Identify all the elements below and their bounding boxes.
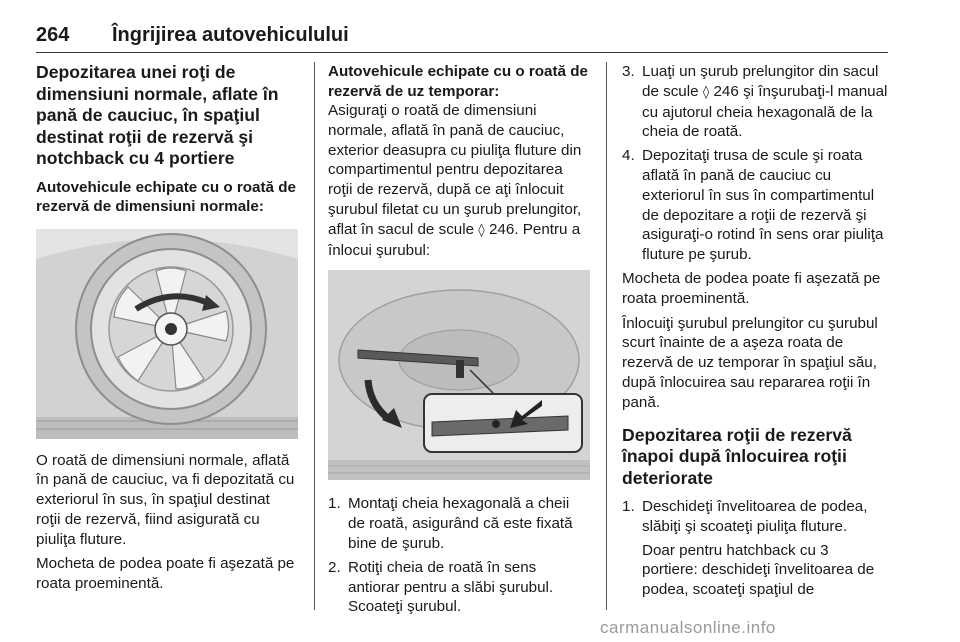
section-heading: Depozitarea roţii de rezervă înapoi după înlocuirea roţii deteriorate bbox=[622, 424, 852, 488]
column-divider bbox=[606, 62, 607, 610]
list-item bbox=[622, 146, 888, 265]
paragraph: Mocheta de podea poate fi aşezată pe roata proeminentă. bbox=[36, 555, 295, 593]
list-text: şi înşurubaţi-l manual cu ajutorul cheia hexagonală de la cheia de roată. bbox=[642, 82, 888, 141]
list-text: Montaţi cheia hexagonală a cheii de roată, asigurând că este fixată bine de şurub. bbox=[348, 495, 573, 552]
list-number: 4. bbox=[622, 147, 635, 165]
section-heading: Depozitarea unei roţi de dimensiuni normale, aflate în pană de cauciuc, în spaţiul destinat roţii de rezervă şi notchback cu 4 portiere bbox=[36, 62, 279, 168]
extension-bolt-illustration bbox=[328, 270, 590, 480]
instruction-list bbox=[328, 494, 590, 617]
list-item bbox=[622, 497, 888, 600]
list-item bbox=[328, 494, 590, 553]
column-3 bbox=[622, 62, 888, 604]
list-text: Luaţi un şurub prelungitor din sacul de scule bbox=[642, 63, 879, 100]
list-text: Deschideţi învelitoarea de podea, slăbiţi şi scoateţi piuliţa fluture. bbox=[642, 498, 868, 535]
section-subheading: Autovehicule echipate cu o roată de rezervă de dimensiuni normale: bbox=[36, 178, 296, 215]
watermark: carmanualsonline.info bbox=[600, 618, 776, 637]
spare-wheel-illustration bbox=[36, 229, 298, 439]
list-item bbox=[328, 558, 590, 617]
list-number: 3. bbox=[622, 63, 635, 80]
page-reference-icon: ◊ bbox=[478, 222, 485, 238]
page-reference-icon: ◊ bbox=[702, 84, 710, 100]
spare-wheel-figure bbox=[36, 229, 298, 439]
instruction-list bbox=[622, 497, 888, 600]
page-header bbox=[36, 22, 888, 53]
list-number: 2. bbox=[328, 558, 341, 576]
paragraph bbox=[328, 101, 590, 260]
list-item bbox=[622, 62, 888, 142]
page-reference[interactable]: 246 bbox=[488, 220, 515, 238]
list-text: Depozitaţi trusa de scule şi roata aflată în pană de cauciuc cu exteriorul în sus în compartimentul de depozitare a roţii de rezervă şi asiguraţi-o rotind în sens orar piuliţa fluture pe şurub. bbox=[642, 147, 884, 264]
paragraph-text: Asiguraţi o roată de dimensiuni normale, aflată în pană de cauciuc, exterior deasupra cu piuliţa fluture din compartimentul pentru depozitarea roţii de rezervă, după ce aţi înlocuit şurubul filetat cu un şurub prelungitor, aflat în sacul de scule bbox=[328, 102, 582, 238]
instruction-list bbox=[622, 62, 888, 265]
chapter-title: Îngrijirea autovehiculului bbox=[112, 24, 349, 46]
list-subtext: Doar pentru hatchback cu 3 portiere: deschideţi învelitoarea de podea, scoateţi spaţiul de bbox=[642, 541, 875, 599]
paragraph: Înlocuiţi şurubul prelungitor cu şurubul scurt înainte de a aşeza roata de rezervă de uz temporar în spaţiul său, după înlocuirea sau repararea roţii în pană. bbox=[622, 314, 878, 411]
column-divider bbox=[314, 62, 315, 610]
list-text: Rotiţi cheia de roată în sens antiorar pentru a slăbi şurubul. Scoateţi şurubul. bbox=[348, 558, 554, 616]
list-number: 1. bbox=[328, 495, 341, 513]
column-2 bbox=[328, 62, 590, 621]
paragraph-text: . Pentru a înlocui şurubul: bbox=[328, 220, 581, 259]
list-number: 1. bbox=[622, 498, 635, 516]
section-subheading: Autovehicule echipate cu o roată de rezervă de uz temporar: bbox=[328, 63, 588, 100]
paragraph: Mocheta de podea poate fi aşezată pe roata proeminentă. bbox=[622, 269, 881, 307]
column-1 bbox=[36, 62, 298, 599]
paragraph: O roată de dimensiuni normale, aflată în pană de cauciuc, va fi depozitată cu exteriorul în sus, în spaţiul destinat roţii de rezervă, fiind asigurată cu piuliţa fluture. bbox=[36, 451, 295, 548]
page-number: 264 bbox=[36, 24, 70, 46]
extension-bolt-figure bbox=[328, 270, 590, 480]
page-reference[interactable]: 246 bbox=[713, 82, 739, 100]
